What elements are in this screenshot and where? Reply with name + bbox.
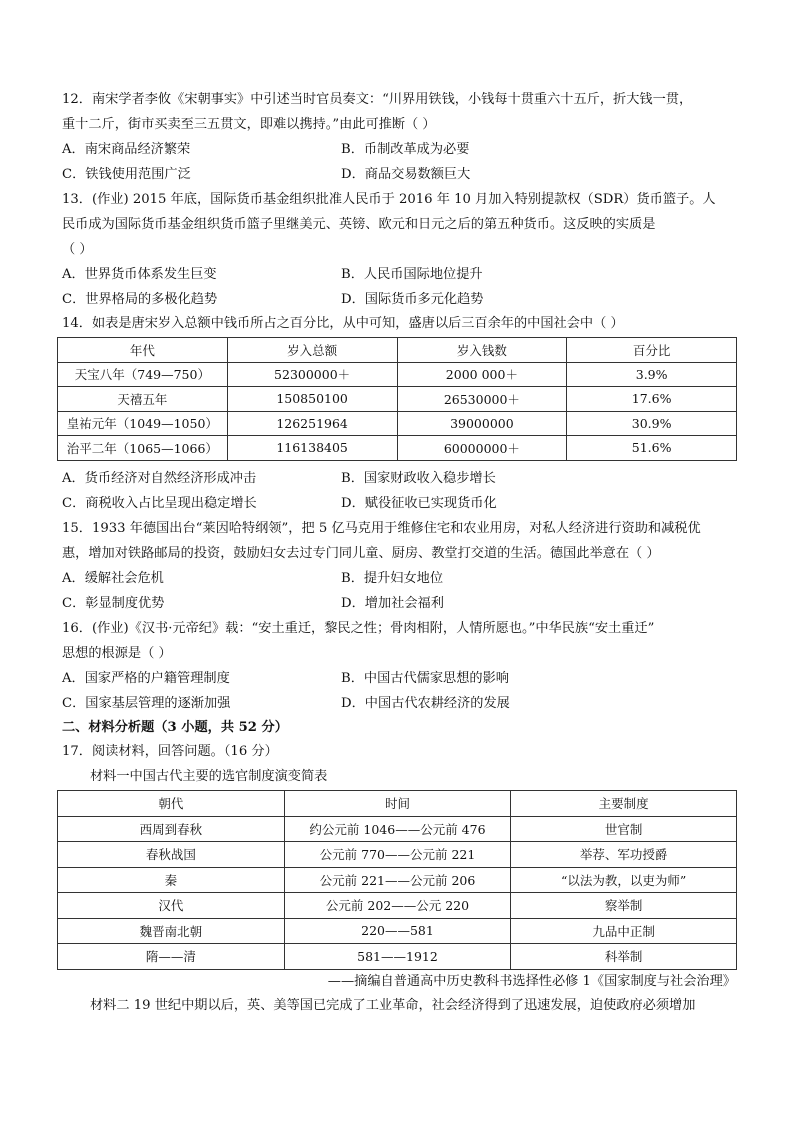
header-cell: 时间 (284, 791, 511, 817)
table-header-row (58, 791, 737, 817)
q12-stem-line2: 重十二斤，街市买卖至三五贯文，即难以携持。”由此可推断（ ） (62, 117, 436, 132)
header-cell: 年代 (58, 338, 228, 363)
table-cell: 治平二年（1065—1066） (58, 436, 228, 461)
header-cell: 主要制度 (511, 791, 737, 817)
table-cell: 公元前 202——公元 220 (284, 893, 511, 919)
material1-source: ——摘编自普通高中历史教科书选择性必修 1《国家制度与社会治理》 (327, 974, 736, 989)
header-cell: 岁入总额 (227, 338, 397, 363)
q12-option-d[interactable]: D．商品交易数额巨大 (341, 167, 471, 182)
table-cell: 公元前 770——公元前 221 (284, 842, 511, 868)
q13-stem-line3: （ ） (62, 242, 93, 257)
table-cell: “以法为教，以吏为师” (511, 867, 737, 893)
q14-revenue-table (57, 337, 737, 461)
table-row (58, 436, 737, 461)
q12-option-b[interactable]: B．币制改革成为必要 (341, 142, 470, 157)
table-cell: 九品中正制 (511, 918, 737, 944)
table-row (58, 816, 737, 842)
table-cell: 220——581 (284, 918, 511, 944)
q13-option-b[interactable]: B．人民币国际地位提升 (341, 267, 483, 282)
table-cell: 科举制 (511, 944, 737, 970)
table-cell: 约公元前 1046——公元前 476 (284, 816, 511, 842)
q16-option-c[interactable]: C．国家基层管理的逐渐加强 (62, 696, 231, 711)
table-cell: 隋——清 (58, 944, 285, 970)
section-heading: 二、材料分析题（3 小题，共 52 分） (62, 720, 288, 735)
table-cell: 举荐、军功授爵 (511, 842, 737, 868)
material2-text: 材料二 19 世纪中期以后，英、美等国已完成了工业革命，社会经济得到了迅速发展，迫使政府必须增加 (90, 998, 696, 1013)
table-cell: 126251964 (227, 411, 397, 436)
header-cell: 朝代 (58, 791, 285, 817)
table-cell: 汉代 (58, 893, 285, 919)
table-cell: 60000000＋ (397, 436, 567, 461)
q15-option-a[interactable]: A．缓解社会危机 (62, 571, 164, 586)
q14-stem-line1: 14．如表是唐宋岁入总额中钱币所占之百分比，从中可知，盛唐以后三百余年的中国社会中（ ） (62, 316, 624, 331)
q14-option-c[interactable]: C．商税收入占比呈现出稳定增长 (62, 496, 257, 511)
q13-option-d[interactable]: D．国际货币多元化趋势 (341, 292, 484, 307)
q15-option-b[interactable]: B．提升妇女地位 (341, 571, 444, 586)
q14-option-a[interactable]: A．货币经济对自然经济形成冲击 (62, 471, 257, 486)
table-row (58, 387, 737, 412)
table-cell: 秦 (58, 867, 285, 893)
q15-stem-line1: 15．1933 年德国出台“莱因哈特纲领”，把 5 亿马克用于维修住宅和农业用房，对私人经济进行资助和减税优 (62, 521, 701, 536)
q16-stem-line1: 16．(作业)《汉书·元帝纪》载：“安土重迁，黎民之性；骨肉相附，人情所愿也。”中华民族“安土重迁” (62, 621, 655, 636)
table-row (58, 842, 737, 868)
q12-option-a[interactable]: A．南宋商品经济繁荣 (62, 142, 191, 157)
table-cell: 西周到春秋 (58, 816, 285, 842)
table-row (58, 944, 737, 970)
header-cell: 百分比 (567, 338, 737, 363)
table-header-row (58, 338, 737, 363)
q17-stem-line1: 17．阅读材料，回答问题。（16 分） (62, 744, 278, 759)
table-row (58, 893, 737, 919)
q12-stem-line1: 12．南宋学者李攸《宋朝事实》中引述当时官员奏文：“川界用铁钱，小钱每十贯重六十五斤，折大钱一贯， (62, 92, 693, 107)
q14-option-d[interactable]: D．赋役征收已实现货币化 (341, 496, 497, 511)
table-cell: 皇祐元年（1049—1050） (58, 411, 228, 436)
q16-stem-line2: 思想的根源是（ ） (62, 646, 172, 661)
table-cell: 世官制 (511, 816, 737, 842)
table-cell: 581——1912 (284, 944, 511, 970)
table-cell: 150850100 (227, 387, 397, 412)
table-row (58, 918, 737, 944)
q12-option-c[interactable]: C．铁钱使用范围广泛 (62, 167, 191, 182)
q16-option-a[interactable]: A．国家严格的户籍管理制度 (62, 671, 230, 686)
table-cell: 17.6% (567, 387, 737, 412)
table-cell: 26530000＋ (397, 387, 567, 412)
q16-option-b[interactable]: B．中国古代儒家思想的影响 (341, 671, 509, 686)
table-cell: 51.6% (567, 436, 737, 461)
table-cell: 公元前 221——公元前 206 (284, 867, 511, 893)
table-row (58, 362, 737, 387)
q17-official-selection-table (57, 790, 737, 970)
table-cell: 春秋战国 (58, 842, 285, 868)
table-row (58, 411, 737, 436)
table-cell: 魏晋南北朝 (58, 918, 285, 944)
table-cell: 2000 000＋ (397, 362, 567, 387)
table-cell: 39000000 (397, 411, 567, 436)
table-cell: 52300000＋ (227, 362, 397, 387)
q13-stem-line1: 13．(作业) 2015 年底，国际货币基金组织批准人民币于 2016 年 10 月加入特别提款权（SDR）货币篮子。人 (62, 192, 716, 207)
table-cell: 3.9% (567, 362, 737, 387)
q13-option-c[interactable]: C．世界格局的多极化趋势 (62, 292, 218, 307)
q14-option-b[interactable]: B．国家财政收入稳步增长 (341, 471, 496, 486)
table-row (58, 867, 737, 893)
header-cell: 岁入钱数 (397, 338, 567, 363)
table-cell: 116138405 (227, 436, 397, 461)
q15-option-d[interactable]: D．增加社会福利 (341, 596, 444, 611)
table-cell: 察举制 (511, 893, 737, 919)
table-cell: 30.9% (567, 411, 737, 436)
q15-stem-line2: 惠，增加对铁路邮局的投资，鼓励妇女去过专门同儿童、厨房、教堂打交道的生活。德国此举意在（ ） (62, 546, 660, 561)
table-cell: 天宝八年（749—750） (58, 362, 228, 387)
q13-stem-line2: 民币成为国际货币基金组织货币篮子里继美元、英镑、欧元和日元之后的第五种货币。这反映的实质是 (62, 217, 656, 232)
q13-option-a[interactable]: A．世界货币体系发生巨变 (62, 267, 217, 282)
material1-title: 材料一中国古代主要的选官制度演变简表 (90, 769, 328, 784)
q16-option-d[interactable]: D．中国古代农耕经济的发展 (341, 696, 510, 711)
table-cell: 天禧五年 (58, 387, 228, 412)
q15-option-c[interactable]: C．彰显制度优势 (62, 596, 165, 611)
